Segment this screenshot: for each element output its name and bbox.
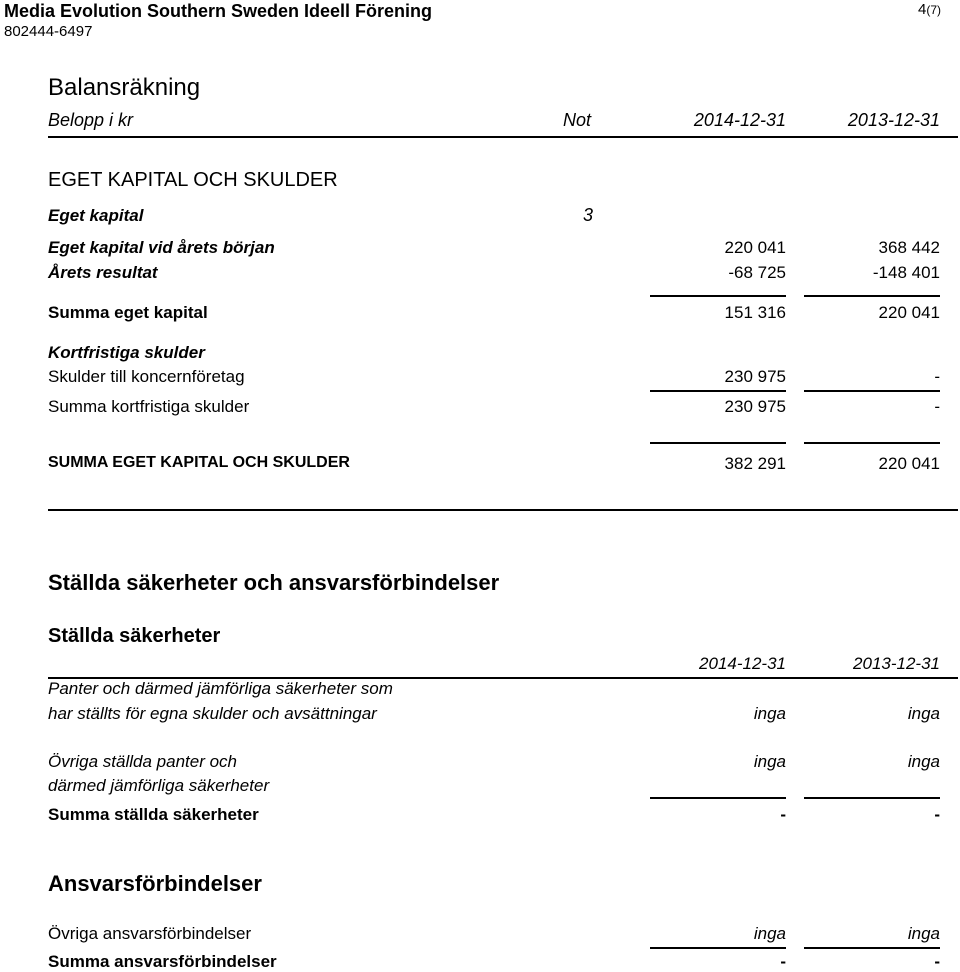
sum-rule-previous — [804, 390, 940, 392]
sum-rule-previous — [804, 797, 940, 799]
note-column-header: Not — [563, 110, 592, 130]
group-debt-label: Skulder till koncernföretag — [48, 367, 245, 386]
section-title: EGET KAPITAL OCH SKULDER — [48, 169, 338, 191]
equity-sum-previous: 220 041 — [878, 303, 940, 322]
contingent-row-previous: inga — [907, 924, 940, 943]
total-label: SUMMA EGET KAPITAL OCH SKULDER — [48, 454, 350, 471]
short-term-sum-previous: - — [934, 397, 940, 416]
pledge-row2-current: inga — [753, 752, 786, 771]
contingent-sum-label: Summa ansvarsförbindelser — [48, 952, 277, 971]
page-number: 4 — [918, 1, 927, 18]
org-number: 802444-6497 — [4, 23, 93, 40]
securities-sum-label: Summa ställda säkerheter — [48, 805, 259, 824]
pledge-row1-current: inga — [753, 704, 786, 723]
sum-rule-previous — [804, 947, 940, 949]
securities-heading: Ställda säkerheter — [48, 625, 221, 647]
pledges-title: Ställda säkerheter och ansvarsförbindelser — [48, 570, 500, 595]
result-row-label: Årets resultat — [48, 263, 158, 282]
current-year-header: 2014-12-31 — [693, 110, 786, 130]
contingent-sum-current: - — [780, 952, 786, 971]
group-debt-current: 230 975 — [724, 367, 786, 386]
group-debt-previous: - — [934, 367, 940, 386]
short-term-heading: Kortfristiga skulder — [48, 343, 205, 362]
contingent-row-current: inga — [753, 924, 786, 943]
securities-previous-header: 2013-12-31 — [853, 654, 940, 673]
pledge-row2-line2: därmed jämförliga säkerheter — [48, 776, 270, 795]
equity-note: 3 — [583, 205, 594, 225]
short-term-sum-label: Summa kortfristiga skulder — [48, 397, 250, 416]
pledge-row1-line2: har ställts för egna skulder och avsättningar — [48, 704, 377, 723]
contingent-heading: Ansvarsförbindelser — [48, 871, 262, 896]
pledge-row1-previous: inga — [907, 704, 940, 723]
total-previous: 220 041 — [878, 454, 940, 473]
equity-sum-current: 151 316 — [724, 303, 786, 322]
sum-rule-previous — [804, 295, 940, 297]
previous-year-header: 2013-12-31 — [847, 110, 940, 130]
total-rule-current — [650, 442, 786, 444]
equity-row-previous: 368 442 — [878, 238, 940, 257]
page-title: Balansräkning — [48, 74, 201, 101]
pledge-row1-line1: Panter och därmed jämförliga säkerheter som — [48, 679, 393, 698]
securities-sum-previous: - — [934, 805, 940, 824]
sum-rule-current — [650, 295, 786, 297]
pledge-row2-previous: inga — [907, 752, 940, 771]
sum-rule-current — [650, 390, 786, 392]
page-total: (7) — [926, 3, 942, 17]
page-indicator — [918, 2, 941, 17]
org-name: Media Evolution Southern Sweden Ideell Förening — [4, 1, 433, 21]
total-rule-previous — [804, 442, 940, 444]
securities-sum-current: - — [780, 805, 786, 824]
equity-row-current: 220 041 — [724, 238, 786, 257]
amount-label: Belopp i kr — [48, 110, 134, 130]
equity-heading: Eget kapital — [48, 206, 144, 225]
securities-current-header: 2014-12-31 — [699, 654, 786, 673]
short-term-sum-current: 230 975 — [724, 397, 786, 416]
equity-sum-label: Summa eget kapital — [48, 303, 208, 322]
contingent-row-label: Övriga ansvarsförbindelser — [48, 924, 252, 943]
sum-rule-current — [650, 947, 786, 949]
equity-row-label: Eget kapital vid årets början — [48, 238, 275, 257]
contingent-sum-previous: - — [934, 952, 940, 971]
sum-rule-current — [650, 797, 786, 799]
result-row-current: -68 725 — [728, 263, 786, 282]
result-row-previous: -148 401 — [872, 263, 940, 282]
total-current: 382 291 — [724, 454, 786, 473]
header-divider — [48, 136, 958, 138]
pledge-row2-line1: Övriga ställda panter och — [48, 752, 237, 771]
section-divider — [48, 509, 958, 511]
